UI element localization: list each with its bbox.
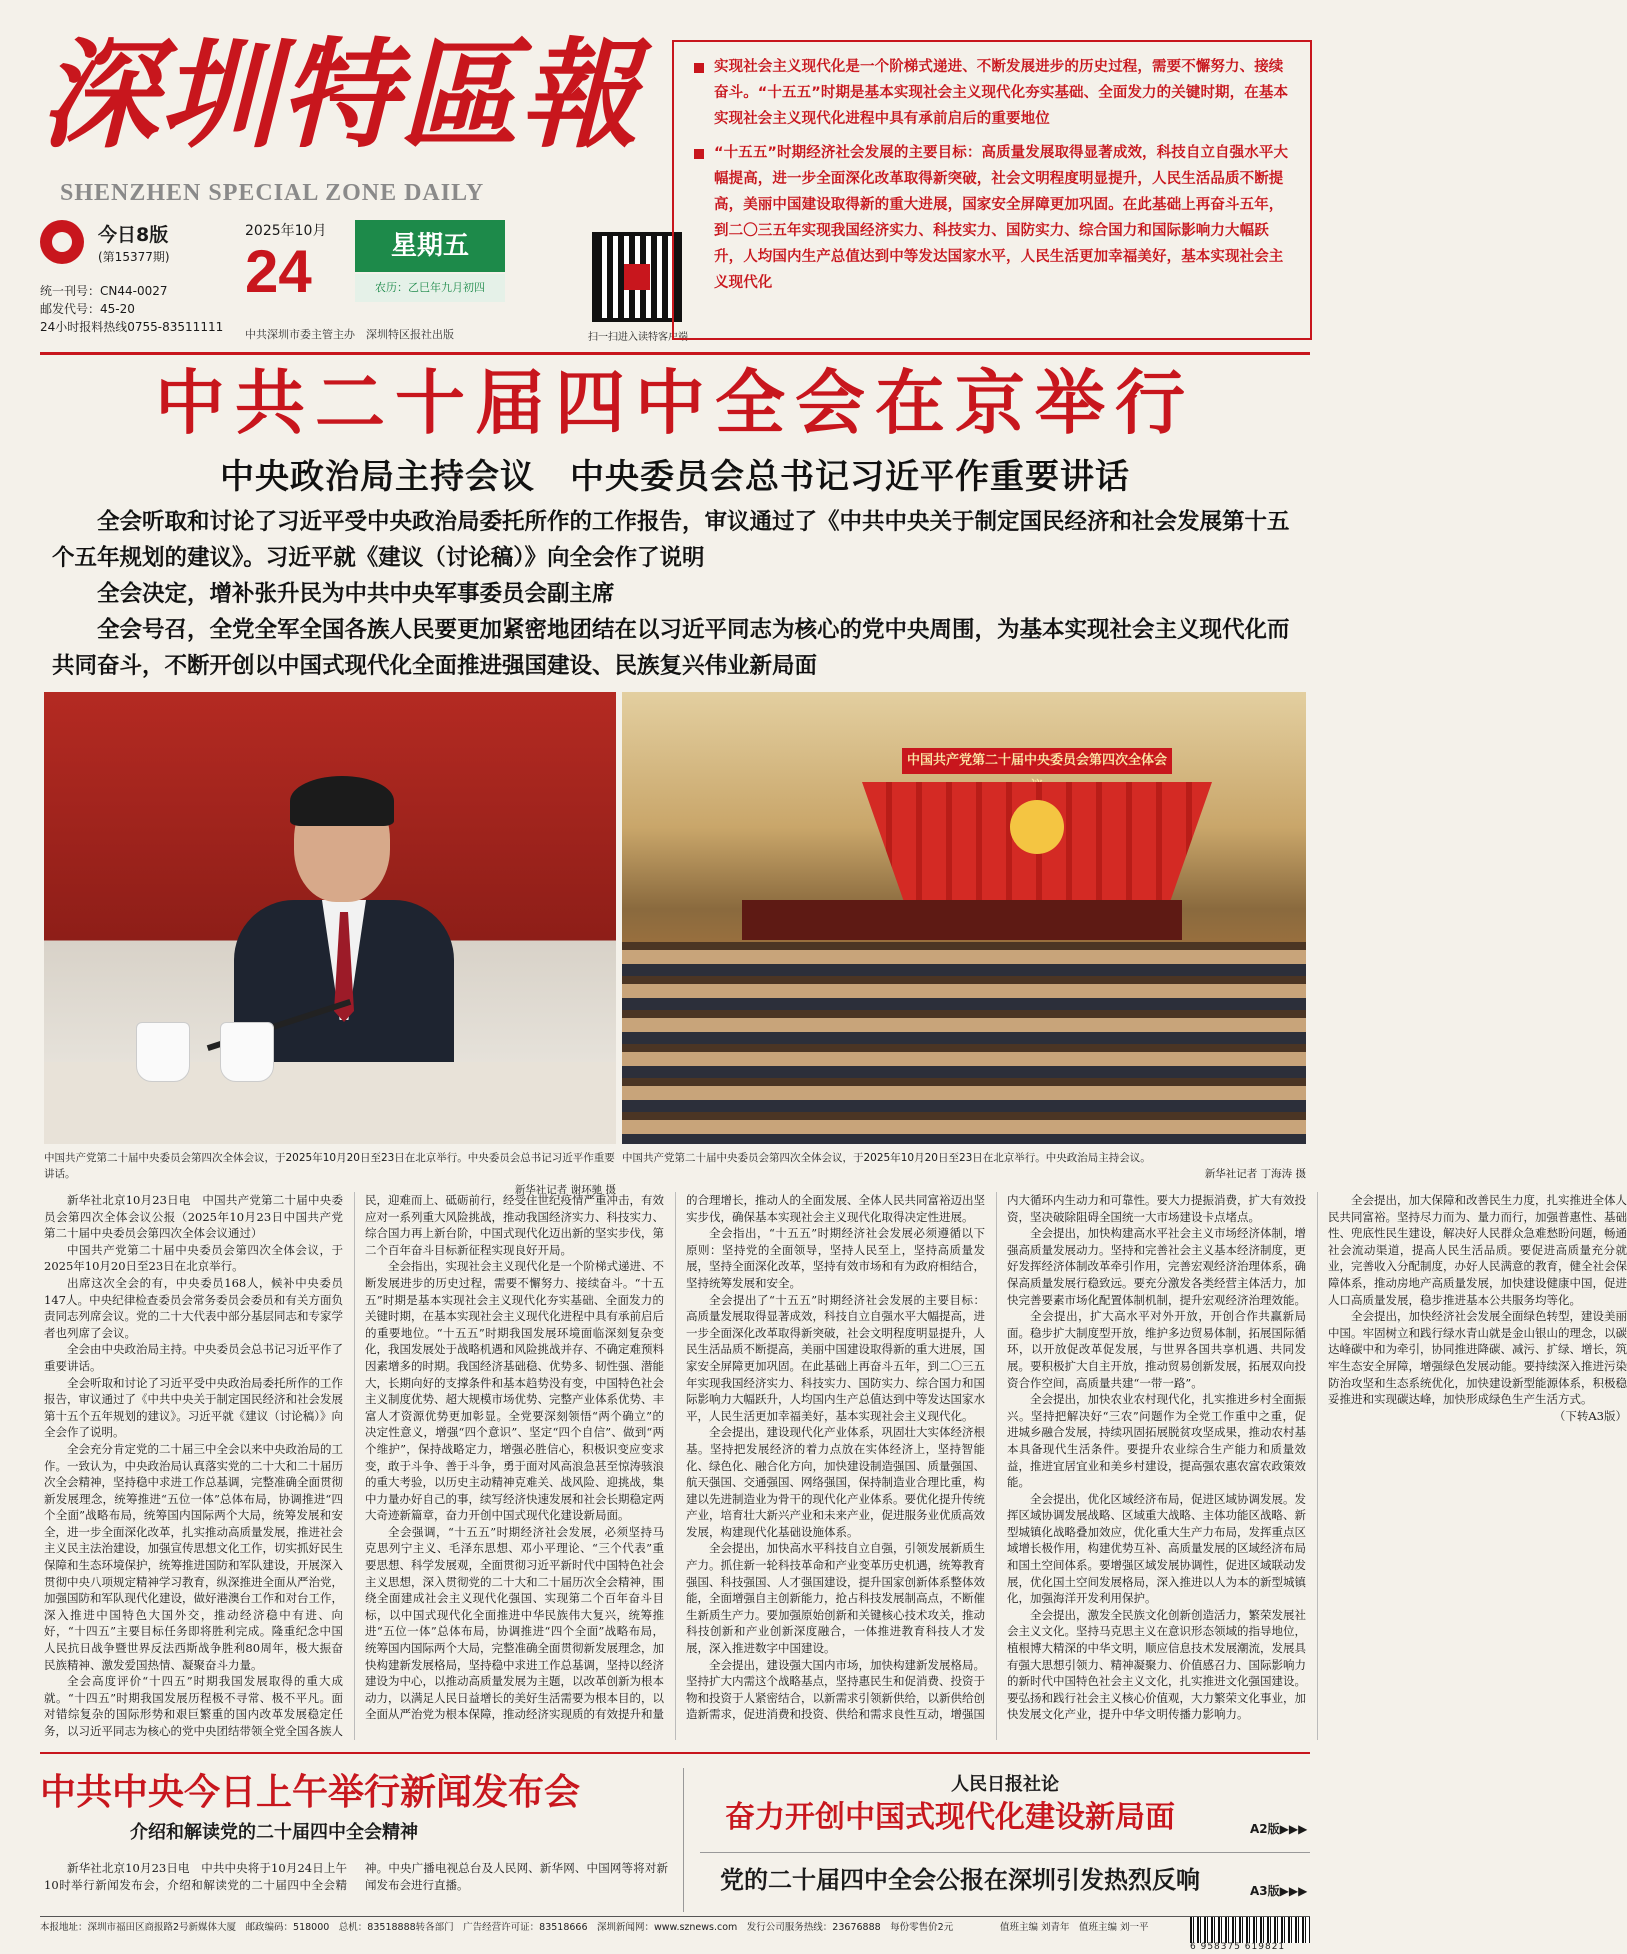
article-paragraph: 全会强调，“十五五”时期经济社会发展，必须坚持马克思列宁主义、毛泽东思想、邓小平理论、“三个代表”重要思想、科学发展观，全面贯彻习近平新时代中国特色社会主义思想，深入贯彻党的二十大和二十届历次全会精神，围绕全面建成社会主义现代化强国、实现第二个百年奋斗目标，以中国式现代化全面推进中华民族伟大复兴，统筹推进“五位一体”总体布局，协调推进“四个全面”战略布局，统筹国内国际两个大局，完整准确全面贯彻新发展理念，加快构建新发展格局，坚持稳中求进工作总基调，坚持以经济建设为中心，以推动高质量发展为主题，以改革创新为根本动力，以满足人民日益增长的美好生活需要为根本目的，以全面从严治党为根本保障，推动经济实现质的有效提升和量的合理增长，推动人的全面发展、全体人民共同富裕迈出坚实步伐，确保基本实现社会主义现代化取得决定性进展。 — [365, 1193, 985, 1722]
summary-item — [692, 54, 1296, 132]
teacup-icon — [220, 1022, 274, 1082]
desk — [44, 1062, 616, 1144]
caption-text: 中国共产党第二十届中央委员会第四次全体会议，于2025年10月20日至23日在北京举行。中央政治局主持会议。 — [622, 1152, 1151, 1164]
barcode-number: 6 958375 619821 — [1190, 1942, 1286, 1952]
page-ref-a3[interactable]: A3版▶▶▶ — [1250, 1884, 1308, 1898]
square-bullet-icon — [694, 149, 704, 159]
news-conference-subhead: 介绍和解读党的二十届四中全会精神 — [130, 1822, 418, 1843]
continued-note[interactable]: （下转A3版） — [1553, 1408, 1627, 1423]
hall-banner: 中国共产党第二十届中央委员会第四次全体会 — [902, 748, 1172, 774]
newspaper-logo: 深圳特區報 — [40, 25, 641, 164]
article-paragraph: 全会提出，加快构建高水平社会主义市场经济体制，增强高质量发展动力。坚持和完善社会主义基本经济制度，更好发挥经济体制改革牵引作用，完善宏观经济治理体系，确保高质量发展行稳致远。要充分激发各类经营主体活力，加快完善要素市场化配置体制机制，提升宏观经济治理效能。 — [1007, 1226, 1306, 1307]
summary-box — [672, 40, 1312, 340]
qr-caption: 扫一扫进入读特客户端 — [588, 332, 688, 343]
footer-editors: 值班主编 刘青年 值班主编 刘一平 — [1000, 1922, 1149, 1933]
photo-plenary-hall[interactable] — [622, 692, 1306, 1144]
article-paragraph: 全会提出，加快农业农村现代化，扎实推进乡村全面振兴。坚持把解决好“三农”问题作为全党工作重中之重，促进城乡融合发展，持续巩固拓展脱贫攻坚成果，推动农村基本具备现代生活条件。要提升农业综合生产能力和质量效益，推进宜居宜业和美乡村建设，提高强农惠农富农政策效能。 — [1007, 1392, 1306, 1490]
lede-paragraph: 全会听取和讨论了习近平受中央政治局委托所作的工作报告，审议通过了《中共中央关于制定国民经济和社会发展第十五个五年规划的建议》。习近平就《建议（讨论稿）》向全会作了说明 — [52, 509, 1290, 571]
article-paragraph: 新华社北京10月23日电 中国共产党第二十届中央委员会第四次全体会议公报（2025年10月23日中国共产党第二十届中央委员会第四次全体会议通过） — [44, 1193, 343, 1241]
caption-text: 中国共产党第二十届中央委员会第四次全体会议，于2025年10月20日至23日在北京举行。中央委员会总书记习近平作重要讲话。 — [44, 1152, 615, 1180]
teacup-icon — [136, 1022, 190, 1082]
column-divider — [683, 1768, 684, 1912]
main-headline[interactable]: 中共二十届四中全会在京举行 — [155, 362, 1195, 444]
article-paragraph: 全会高度评价“十四五”时期我国发展取得的重大成就。“十四五”时期我国发展历程极不寻常、极不平凡。面对错综复杂的国际形势和艰巨繁重的国内改革发展稳定任务，以习近平同志为核心的党中央团结带领全党全国各族人民，迎难而上、砥砺前行，经受住世纪疫情严重冲击，有效应对一系列重大风险挑战，推动我国经济实力、科技实力、综合国力再上新台阶，中国式现代化迈出新的坚实步伐，第二个百年奋斗目标新征程实现良好开局。 — [44, 1193, 664, 1738]
newspaper-name-en: SHENZHEN SPECIAL ZONE DAILY — [60, 180, 485, 206]
news-conference-body — [44, 1860, 668, 1912]
lede-paragraph: 全会决定，增补张升民为中共中央军事委员会副主席 — [97, 581, 615, 607]
barcode-icon — [1190, 1917, 1310, 1943]
article-paragraph: 全会指出，实现社会主义现代化是一个阶梯式递进、不断发展进步的历史过程，需要不懈努力、接续奋斗。“十五五”时期是基本实现社会主义现代化夯实基础、全面发力的关键时期，在基本实现社会主义现代化进程中具有承前启后的重要地位。“十五五”时期我国发展环境面临深刻复杂变化，我国发展处于战略机遇和风险挑战并存、不确定难预料因素增多的时期。我国经济基础稳、优势多、韧性强、潜能大，长期向好的支撑条件和基本趋势没有变，中国特色社会主义制度优势、超大规模市场优势、完整产业体系优势、丰富人才资源优势更加彰显。全党要深刻领悟“两个确立”的决定性意义，增强“四个意识”、坚定“四个自信”、做到“两个维护”，保持战略定力，增强必胜信心，积极识变应变求变，敢于斗争、善于斗争，勇于面对风高浪急甚至惊涛骇浪的重大考验，以历史主动精神克难关、战风险、迎挑战，集中力量办好自己的事，续写经济快速发展和社会长期稳定两大奇迹新篇章，奋力开创中国式现代化建设新局面。 — [365, 1259, 664, 1523]
article-paragraph: 全会提出，扩大高水平对外开放，开创合作共赢新局面。稳步扩大制度型开放，维护多边贸易体制，拓展国际循环，以开放促改革促发展，与世界各国共享机遇、共同发展。要积极扩大自主开放，推动贸易创新发展，拓展双向投资合作空间，高质量共建“一带一路”。 — [1007, 1309, 1306, 1390]
article-paragraph: 全会指出，“十五五”时期经济社会发展必须遵循以下原则：坚持党的全面领导，坚持人民至上，坚持高质量发展，坚持全面深化改革，坚持有效市场和有为政府相结合，坚持统筹发展和安全。 — [686, 1226, 985, 1290]
newspaper-emblem-icon — [40, 220, 84, 264]
page-count: 今日8版 — [98, 224, 169, 246]
square-bullet-icon — [694, 63, 704, 73]
rostrum — [742, 900, 1182, 940]
page-ref-a2[interactable]: A2版▶▶▶ — [1250, 1822, 1308, 1836]
masthead — [40, 20, 688, 350]
editorial-headline[interactable]: 奋力开创中国式现代化建设新局面 — [725, 1800, 1175, 1835]
party-emblem-icon — [1010, 800, 1064, 854]
date-day: 24 — [245, 238, 312, 305]
qr-code-icon[interactable] — [592, 232, 682, 322]
publication-info — [40, 282, 223, 336]
sub-headline: 中央政治局主持会议 中央委员会总书记习近平作重要讲话 — [220, 457, 1130, 497]
bottom-rule — [40, 1752, 1310, 1754]
article-paragraph: 全会提出，加大保障和改善民生力度，扎实推进全体人民共同富裕。坚持尽力而为、量力而行，加强普惠性、基础性、兜底性民生建设，解决好人民群众急难愁盼问题，畅通社会流动渠道，提高人民生活品质。要促进高质量充分就业，完善收入分配制度，办好人民满意的教育，健全社会保障体系，推动房地产高质量发展，加快建设健康中国，促进人口高质量发展，稳步推进基本公共服务均等化。 — [1328, 1193, 1627, 1307]
summary-text: 实现社会主义现代化是一个阶梯式递进、不断发展进步的历史过程，需要不懈努力、接续奋斗。“十五五”时期是基本实现社会主义现代化夯实基础、全面发力的关键时期，在基本实现社会主义现代化进程中具有承前启后的重要地位 — [714, 59, 1289, 127]
article-paragraph: 出席这次全会的有，中央委员168人，候补中央委员147人。中央纪律检查委员会常务委员会委员和有关方面负责同志列席会议。党的二十大代表中部分基层同志和专家学者也列席了会议。 — [44, 1275, 343, 1340]
article-paragraph: 全会由中央政治局主持。中央委员会总书记习近平作了重要讲话。 — [44, 1342, 343, 1373]
date-year-month: 2025年10月 — [245, 223, 327, 239]
article-paragraph: 全会提出，激发全民族文化创新创造活力，繁荣发展社会主义文化。坚持马克思主义在意识形态领域的指导地位，植根博大精深的中华文明，顺应信息技术发展潮流，发展具有强大思想引领力、精神凝聚力、价值感召力、国际影响力的新时代中国特色社会主义文化，扎实推进文化强国建设。要弘扬和践行社会主义核心价值观，大力繁荣文化事业，加快发展文化产业，提升中华文明传播力影响力。 — [1007, 1607, 1306, 1722]
teaser-separator — [700, 1852, 1310, 1853]
article-paragraph: 全会提出，建设强大国内市场，加快构建新发展格局。坚持扩大内需这个战略基点，坚持惠民生和促消费、投资于物和投资于人紧密结合，以新需求引领新供给，以新供给创造新需求，促进消费和投资、供给和需求良性互动，增强国内大循环内生动力和可靠性。要大力提振消费，扩大有效投资，坚决破除阻碍全国统一大市场建设卡点堵点。 — [686, 1193, 1306, 1722]
audience-rows — [622, 942, 1306, 1144]
photo-credit: 新华社记者 丁海涛 摄 — [1204, 1168, 1306, 1180]
summary-text: “十五五”时期经济社会发展的主要目标：高质量发展取得显著成效，科技自立自强水平大幅提高，进一步全面深化改革取得新突破，社会文明程度明显提升，人民生活品质不断提高，美丽中国建设取得新的重大进展，国家安全屏障更加巩固。在此基础上再奋斗五年，到二〇三五年实现我国经济实力、科技实力、国防实力、综合国力和国际影响力大幅跃升，人均国内生产总值达到中等发达国家水平，人民生活更加幸福美好，基本实现社会主义现代化 — [714, 145, 1289, 291]
article-paragraph: 全会提出，建设现代化产业体系，巩固壮大实体经济根基。坚持把发展经济的着力点放在实体经济上，坚持智能化、绿色化、融合化方向，加快建设制造强国、质量强国、航天强国、交通强国、网络强国，保持制造业合理比重，构建以先进制造业为骨干的现代化产业体系。要优化提升传统产业，培育壮大新兴产业和未来产业，促进服务业优质高效发展，构建现代化基础设施体系。 — [686, 1425, 985, 1539]
photo-speaker[interactable] — [44, 692, 616, 1144]
footer — [40, 1916, 1310, 1952]
lunar-date: 农历：乙巳年九月初四 — [355, 274, 505, 302]
sponsor-line: 中共深圳市委主管主办 深圳特区报社出版 — [245, 328, 454, 341]
pubinfo-line: 邮发代号：45-20 — [40, 302, 135, 316]
article-paragraph: 全会充分肯定党的二十届三中全会以来中央政治局的工作。一致认为，中央政治局认真落实党的二十大和二十届历次全会精神，坚持稳中求进工作总基调，完整准确全面贯彻新发展理念，统筹推进“五位一体”总体布局，协调推进“四个全面”战略布局，统筹国内国际两个大局，统筹发展和安全，进一步全面深化改革，扎实推动高质量发展，推进社会主义民主法治建设，加强宣传思想文化工作，切实抓好民生保障和生态环境保护，统筹推进国防和军队建设，开展深入贯彻中央八项规定精神学习教育，纵深推进全面从严治党，加强国防和军队现代化建设，做好港澳台工作和对台工作，深入推进中国特色大国外交，推动经济稳中有进、向好，“十四五”主要目标任务即将胜利完成。隆重纪念中国人民抗日战争暨世界反法西斯战争胜利80周年，极大振奋民族精神、激发爱国热情、凝聚奋斗力量。 — [44, 1441, 343, 1672]
photo-credit: 新华社记者 谢环驰 摄 — [514, 1184, 616, 1196]
article-paragraph: 全会提出，加快经济社会发展全面绿色转型，建设美丽中国。牢固树立和践行绿水青山就是金山银山的理念，以碳达峰碳中和为牵引，协同推进降碳、减污、扩绿、增长，筑牢生态安全屏障，增强绿色发展动能。要持续深入推进污染防治攻坚和生态系统优化，加快建设新型能源体系，积极稳妥推进和实现碳达峰，加快形成绿色生产生活方式。 — [1328, 1309, 1627, 1407]
news-conference-text: 新华社北京10月23日电 中共中央将于10月24日上午10时举行新闻发布会，介绍和解读党的二十届四中全会精神。中央广播电视总台及人民网、新华网、中国网等将对新闻发布会进行直播。 — [44, 1861, 668, 1892]
pubinfo-line: 24小时报料热线0755-83511111 — [40, 320, 224, 334]
photo-caption-left — [44, 1150, 616, 1198]
pubinfo-line: 统一刊号：CN44-0027 — [40, 284, 168, 298]
editorial-kicker: 人民日报社论 — [951, 1774, 1059, 1795]
headline-top-rule — [40, 352, 1310, 355]
article-paragraph: 全会提出，优化区域经济布局，促进区域协调发展。发挥区域协调发展战略、区域重大战略、主体功能区战略、新型城镇化战略叠加效应，优化重大生产力布局，发挥重点区域增长极作用，构建优势互补、高质量发展的区域经济布局和国土空间体系。要增强区域发展协调性，促进区域联动发展，优化国土空间发展格局，深入推进以人为本的新型城镇化，加强海洋开发利用保护。 — [1007, 1491, 1306, 1606]
issue-number: (第15377期) — [98, 250, 170, 264]
article-paragraph: 全会听取和讨论了习近平受中央政治局委托所作的工作报告，审议通过了《中共中央关于制定国民经济和社会发展第十五个五年规划的建议》。习近平就《建议（讨论稿）》向全会作了说明。 — [44, 1375, 343, 1440]
lede — [52, 504, 1302, 684]
article-body — [44, 1192, 1627, 1740]
footer-address: 本报地址：深圳市福田区商报路2号新媒体大厦 邮政编码：518000 总机：83518888转各部门 广告经营许可证：83518666 深圳新闻网：www.sznews.com 发行公司服务热线：23676888 每份零售价2元 — [40, 1922, 954, 1933]
speaker-hair — [290, 776, 394, 826]
news-conference-headline[interactable]: 中共中央今日上午举行新闻发布会 — [40, 1772, 581, 1813]
weekday-badge: 星期五 — [355, 220, 505, 272]
date-box — [245, 220, 585, 340]
article-paragraph: 全会提出了“十五五”时期经济社会发展的主要目标：高质量发展取得显著成效，科技自立自强水平大幅提高，进一步全面深化改革取得新突破，社会文明程度明显提升，人民生活品质不断提高，美丽中国建设取得新的重大进展，国家安全屏障更加巩固。在此基础上再奋斗五年，到二〇三五年实现我国经济实力、科技实力、国防实力、综合国力和国际影响力大幅跃升，人均国内生产总值达到中等发达国家水平，人民生活更加幸福美好，基本实现社会主义现代化。 — [686, 1292, 985, 1423]
summary-item — [692, 140, 1296, 296]
article-paragraph: 全会提出，加快高水平科技自立自强，引领发展新质生产力。抓住新一轮科技革命和产业变革历史机遇，统筹教育强国、科技强国、人才强国建设，提升国家创新体系整体效能，全面增强自主创新能力，抢占科技发展制高点，不断催生新质生产力。要加强原始创新和关键核心技术攻关，推动科技创新和产业创新深度融合，一体推进教育科技人才发展，深入推进数字中国建设。 — [686, 1541, 985, 1656]
photo-caption-right — [622, 1150, 1306, 1182]
lede-paragraph: 全会号召，全党全军全国各族人民要更加紧密地团结在以习近平同志为核心的党中央周围，为基本实现社会主义现代化而共同奋斗，不断开创以中国式现代化全面推进强国建设、民族复兴伟业新局面 — [52, 617, 1290, 679]
reaction-headline[interactable]: 党的二十届四中全会公报在深圳引发热烈反响 — [720, 1866, 1200, 1894]
article-paragraph: 中国共产党第二十届中央委员会第四次全体会议，于2025年10月20日至23日在北京举行。 — [44, 1242, 343, 1274]
